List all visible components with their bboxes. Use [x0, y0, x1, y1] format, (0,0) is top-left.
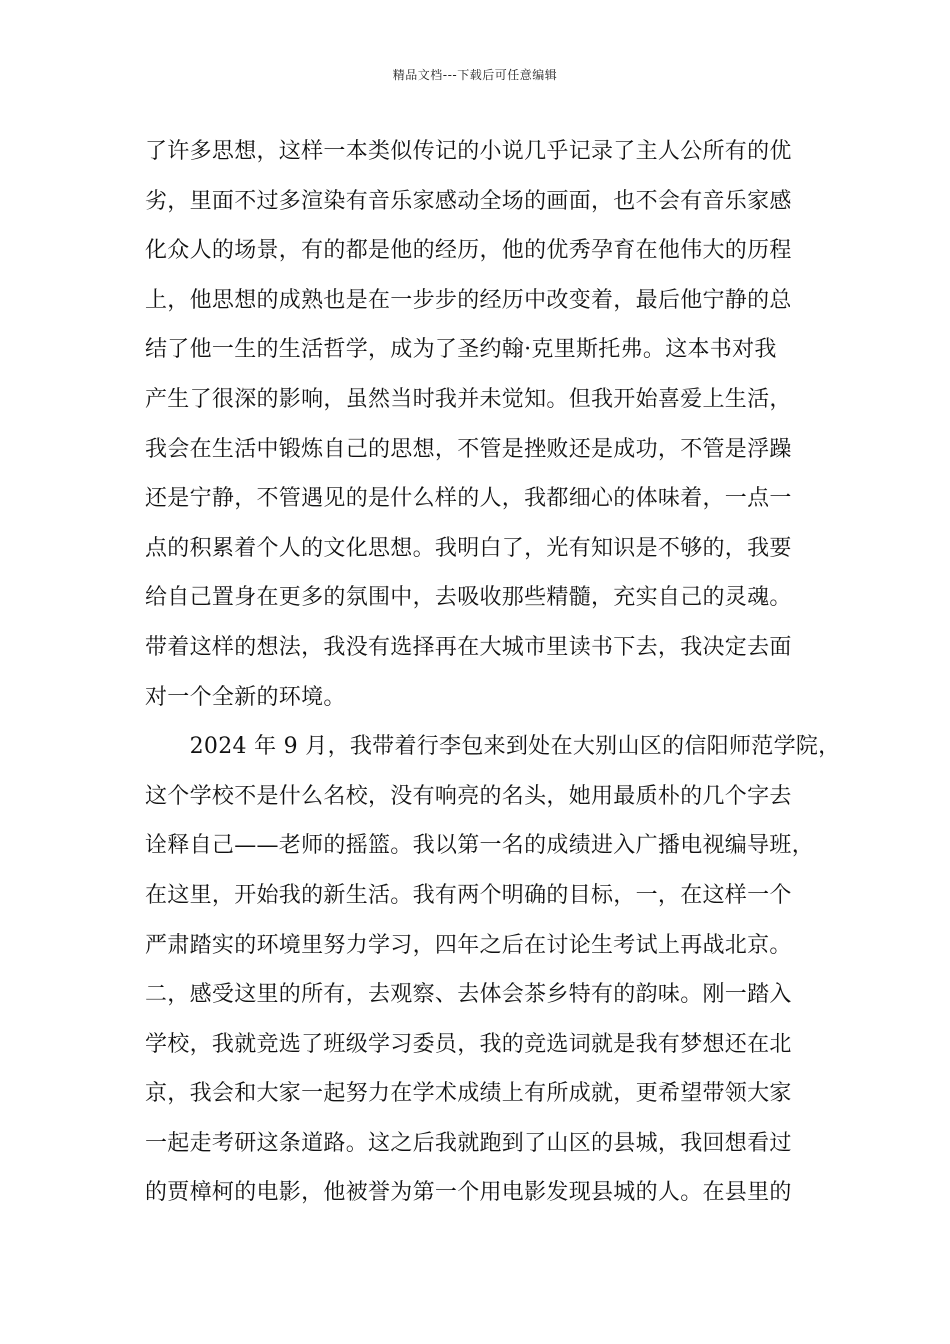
- text-line: 劣，里面不过多渲染有音乐家感动全场的画面，也不会有音乐家感: [145, 188, 792, 214]
- text-line: 2024 年 9 月，我带着行李包来到处在大别山区的信阳师范学院，: [145, 734, 841, 760]
- text-line: 结了他一生的生活哲学，成为了圣约翰·克里斯托弗。这本书对我: [145, 337, 777, 363]
- document-body: [145, 132, 841, 1223]
- text-line: 产生了很深的影响，虽然当时我并未觉知。但我开始喜爱上生活，: [145, 386, 792, 412]
- paragraph-1: [145, 132, 815, 727]
- text-line: 点的积累着个人的文化思想。我明白了，光有知识是不够的，我要: [145, 535, 792, 561]
- page-header: 精品文档---下载后可任意编辑: [392, 68, 558, 82]
- text-line: 还是宁静，不管遇见的是什么样的人，我都细心的体味着，一点一: [145, 486, 792, 512]
- text-line: 我会在生活中锻炼自己的思想，不管是挫败还是成功，不管是浮躁: [145, 436, 792, 462]
- text-line: 的贾樟柯的电影，他被誉为第一个用电影发现县城的人。在县里的: [145, 1180, 792, 1206]
- text-line: 在这里，开始我的新生活。我有两个明确的目标，一，在这样一个: [145, 882, 792, 908]
- text-line: 严肃踏实的环境里努力学习，四年之后在讨论生考试上再战北京。: [145, 932, 792, 958]
- text-line: 一起走考研这条道路。这之后我就跑到了山区的县城，我回想看过: [145, 1130, 792, 1156]
- text-line: 学校，我就竞选了班级学习委员，我的竞选词就是我有梦想还在北: [145, 1031, 792, 1057]
- text-line: 带着这样的想法，我没有选择再在大城市里读书下去，我决定去面: [145, 634, 792, 660]
- paragraph-2: [145, 727, 841, 1223]
- text-line: 这个学校不是什么名校，没有响亮的名头，她用最质朴的几个字去: [145, 783, 792, 809]
- text-line: 对一个全新的环境。: [145, 684, 346, 710]
- text-line: 给自己置身在更多的氛围中，去吸收那些精髓，充实自己的灵魂。: [145, 585, 792, 611]
- text-line: 诠释自己——老师的摇篮。我以第一名的成绩进入广播电视编导班，: [145, 833, 815, 859]
- text-line: 了许多思想，这样一本类似传记的小说几乎记录了主人公所有的优: [145, 139, 792, 164]
- text-line: 化众人的场景，有的都是他的经历，他的优秀孕育在他伟大的历程: [145, 238, 792, 264]
- text-line: 上，他思想的成熟也是在一步步的经历中改变着，最后他宁静的总: [145, 287, 792, 313]
- text-line: 二，感受这里的所有，去观察、去体会茶乡特有的韵味。刚一踏入: [145, 982, 792, 1008]
- text-line: 京，我会和大家一起努力在学术成绩上有所成就，更希望带领大家: [145, 1081, 792, 1107]
